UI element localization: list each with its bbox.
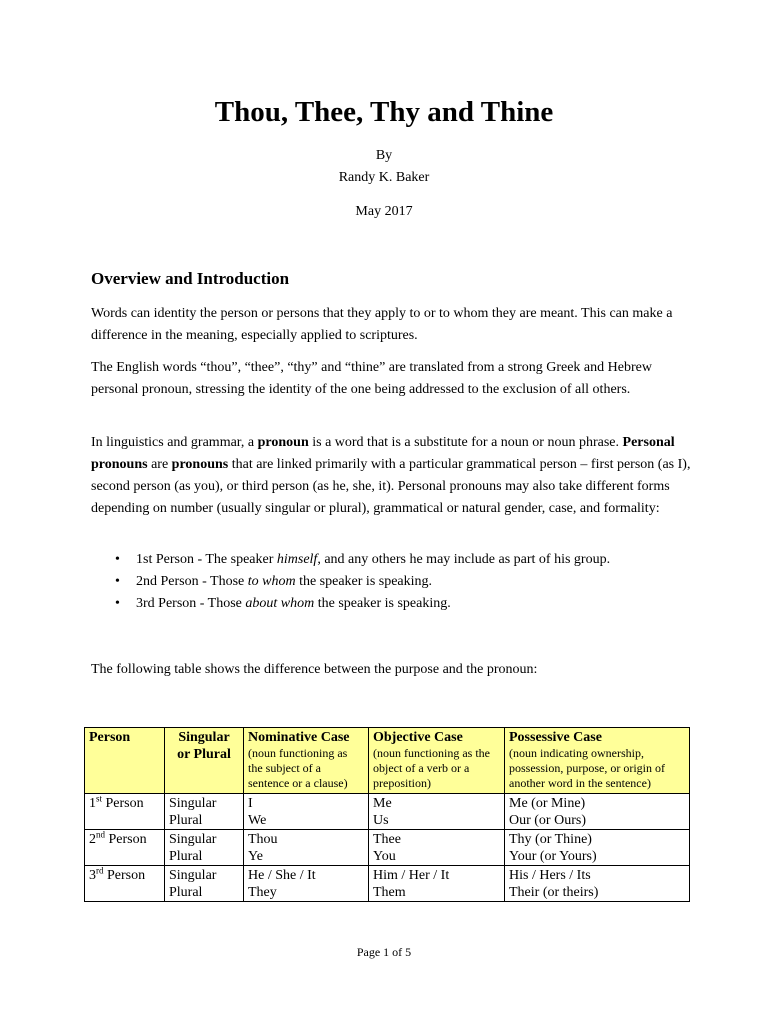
table-row <box>85 830 690 866</box>
header-number-line: Singular <box>178 730 230 745</box>
cell-line: Plural <box>169 849 203 864</box>
text-run: 1st Person - The speaker <box>136 552 277 567</box>
cell-objective <box>369 866 505 902</box>
cell-number <box>165 794 244 830</box>
header-number-line: or Plural <box>177 747 231 762</box>
cell-line: Ye <box>248 849 263 864</box>
text-run: the speaker is speaking. <box>314 596 451 611</box>
document-date: May 2017 <box>355 204 413 219</box>
italic-term: himself <box>276 552 318 567</box>
header-nominative-label: Nominative Case <box>248 730 350 745</box>
header-possessive <box>505 728 690 794</box>
header-objective <box>369 728 505 794</box>
cell-nominative <box>244 830 369 866</box>
cell-line: Me (or Mine) <box>509 796 586 811</box>
cell-person <box>85 830 165 866</box>
header-possessive-label: Possessive Case <box>509 730 602 745</box>
person-number: 1 <box>89 796 96 811</box>
person-label: Person <box>102 796 144 811</box>
text-run: the speaker is speaking. <box>295 574 433 589</box>
cell-line: I <box>248 796 253 811</box>
table-header-row <box>85 728 690 794</box>
cell-line: You <box>373 849 396 864</box>
bullet-list <box>91 549 691 615</box>
list-item <box>91 593 691 615</box>
cell-line: Him / Her / It <box>373 868 450 883</box>
page-number: Page 1 of 5 <box>356 945 412 959</box>
bold-term: pronouns <box>171 457 229 472</box>
cell-person <box>85 866 165 902</box>
text-run: , and any others he may include as part of his group. <box>317 552 611 567</box>
by-label: By <box>375 148 393 163</box>
italic-term: about whom <box>245 596 315 611</box>
section-heading: Overview and Introduction <box>91 269 290 288</box>
text-run: that are linked primarily with a particular grammatical person – first person (as I), second person (as you), or third person (as he, she, it). Personal pronouns may also take different forms depending on number (usually singular or plural), grammatical or natural gender, case, and formality: <box>91 457 691 516</box>
cell-line: Plural <box>169 885 203 900</box>
cell-possessive <box>505 866 690 902</box>
author-name: Randy K. Baker <box>338 170 430 185</box>
bullet-icon: • <box>115 596 120 611</box>
text-run: are <box>147 457 172 472</box>
document-title: Thou, Thee, Thy and Thine <box>214 96 554 128</box>
paragraph-pronoun-definition <box>91 432 691 520</box>
header-number <box>165 728 244 794</box>
cell-line: Their (or theirs) <box>509 885 599 900</box>
cell-line: He / She / It <box>248 868 316 883</box>
bullet-icon: • <box>115 552 120 567</box>
cell-line: Plural <box>169 813 203 828</box>
cell-objective <box>369 830 505 866</box>
cell-line: Singular <box>169 832 217 847</box>
cell-line: Singular <box>169 868 217 883</box>
paragraph-table-intro: The following table shows the difference between the purpose and the pronoun: <box>91 662 538 677</box>
table-row <box>85 794 690 830</box>
header-possessive-note: (noun indicating ownership, possession, purpose, or origin of another word in the sentence) <box>509 746 665 790</box>
pronoun-table <box>84 727 690 902</box>
person-number: 3 <box>89 868 96 883</box>
person-number: 2 <box>89 832 96 847</box>
cell-line: Thee <box>373 832 401 847</box>
header-person: Person <box>85 728 165 794</box>
cell-number <box>165 830 244 866</box>
text-run: In linguistics and grammar, a <box>91 435 258 450</box>
cell-line: His / Hers / Its <box>509 868 591 883</box>
cell-line: Me <box>373 796 392 811</box>
cell-line: We <box>248 813 267 828</box>
person-ordinal: st <box>96 793 103 804</box>
cell-line: Your (or Yours) <box>509 849 597 864</box>
text-run: 3rd Person - Those <box>136 596 246 611</box>
cell-line: Thou <box>248 832 278 847</box>
cell-possessive <box>505 830 690 866</box>
bullet-icon: • <box>115 574 120 589</box>
header-nominative <box>244 728 369 794</box>
bold-term: Personal pronouns <box>91 435 675 472</box>
person-ordinal: rd <box>96 865 104 876</box>
italic-term: to whom <box>247 574 296 589</box>
list-item <box>91 549 691 571</box>
paragraph-translation: The English words “thou”, “thee”, “thy” and “thine” are translated from a strong Greek and Hebrew personal pronoun, stressing the identity of the one being addressed to the exclusion of all others. <box>91 360 652 397</box>
header-objective-label: Objective Case <box>373 730 463 745</box>
cell-line: They <box>248 885 277 900</box>
cell-line: Singular <box>169 796 217 811</box>
paragraph-intro: Words can identity the person or persons that they apply to or to whom they are meant. This can make a difference in the meaning, especially applied to scriptures. <box>91 306 673 343</box>
cell-line: Us <box>373 813 389 828</box>
person-label: Person <box>105 832 147 847</box>
bold-term: pronoun <box>257 435 309 450</box>
person-ordinal: nd <box>96 829 105 840</box>
cell-line: Them <box>373 885 406 900</box>
cell-person <box>85 794 165 830</box>
header-nominative-note: (noun functioning as the subject of a sentence or a clause) <box>248 746 348 790</box>
cell-nominative <box>244 866 369 902</box>
cell-number <box>165 866 244 902</box>
cell-objective <box>369 794 505 830</box>
header-objective-note: (noun functioning as the object of a verb or a preposition) <box>373 746 490 790</box>
text-run: 2nd Person - Those <box>136 574 248 589</box>
text-run: is a word that is a substitute for a noun or noun phrase. <box>308 435 623 450</box>
person-label: Person <box>103 868 146 883</box>
cell-possessive <box>505 794 690 830</box>
cell-line: Thy (or Thine) <box>509 832 592 847</box>
cell-line: Our (or Ours) <box>509 813 586 828</box>
table-row <box>85 866 690 902</box>
cell-nominative <box>244 794 369 830</box>
list-item <box>91 571 691 593</box>
